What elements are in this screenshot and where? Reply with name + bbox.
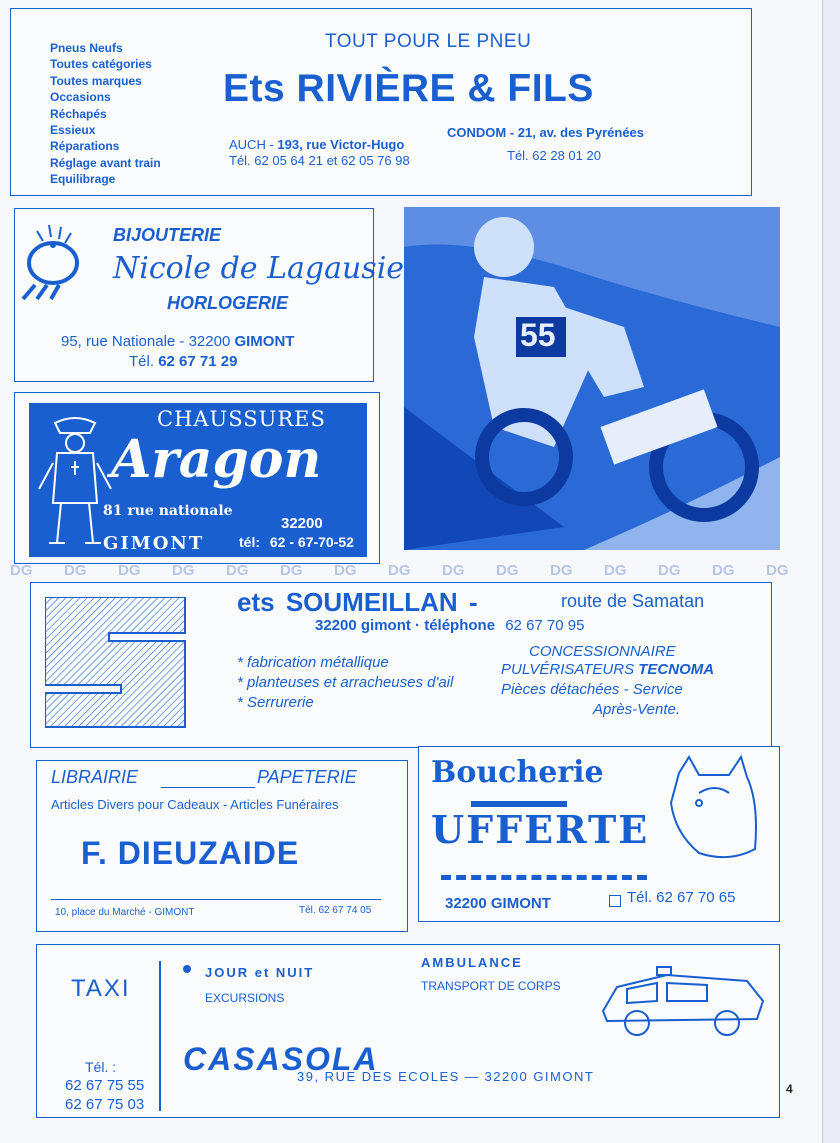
soumeillan-s-logo-icon	[45, 597, 195, 733]
dieuzaide-phone: Tél. 62 67 74 05	[299, 905, 372, 916]
riviere-name: Ets RIVIÈRE & FILS	[223, 67, 594, 110]
ad-boucherie-ufferte	[418, 746, 780, 922]
boucherie-phone: Tél. 62 67 70 65	[627, 889, 736, 906]
taxi-ambulance: AMBULANCE	[421, 955, 523, 970]
ad-taxi-casasola	[36, 944, 780, 1118]
rider-bib-number: 55	[520, 317, 556, 353]
watermark-text: DG	[442, 562, 465, 579]
lagausie-bijouterie: BIJOUTERIE	[113, 225, 222, 245]
jeweller-logo-icon	[17, 215, 107, 305]
boucherie-phone-icon	[609, 895, 621, 907]
bull-head-icon	[659, 753, 769, 869]
watermark-text: DG	[496, 562, 519, 579]
musketeer-icon	[35, 413, 115, 553]
taxi-name: CASASOLA	[183, 1041, 379, 1077]
dieuzaide-articles: Articles Divers pour Cadeaux - Articles Funéraires	[51, 797, 339, 812]
soumeillan-contact: 32200 gimont · téléphone 62 67 70 95	[315, 617, 585, 634]
soumeillan-products	[237, 653, 453, 713]
watermark-text: DG	[64, 562, 87, 579]
watermark-text: DG	[658, 562, 681, 579]
riviere-condom-address: CONDOM - 21, av. des Pyrénées	[447, 125, 645, 140]
watermark-text: DG	[334, 562, 357, 579]
watermark-text: DG	[226, 562, 249, 579]
taxi-transport: TRANSPORT DE CORPS	[421, 979, 561, 993]
service-item: Toutes catégories	[50, 57, 152, 72]
service-item: Toutes marques	[50, 73, 142, 88]
aragon-street: 81 rue nationale	[103, 503, 233, 519]
riviere-auch-address: AUCH - 193, rue Victor-Hugo	[229, 137, 405, 152]
dieuzaide-address: 10, place du Marché - GIMONT	[55, 907, 195, 918]
soumeillan-route: route de Samatan	[561, 591, 705, 611]
taxi-jour-nuit: JOUR et NUIT	[205, 965, 315, 980]
lagausie-address: 95, rue Nationale - 32200 GIMONT	[61, 333, 295, 350]
riviere-auch-phone: Tél. 62 05 64 21 et 62 05 76 98	[229, 153, 410, 168]
watermark-text: DG	[604, 562, 627, 579]
ambulance-car-icon	[597, 961, 767, 1041]
service-item: Pneus Neufs	[50, 41, 123, 55]
aragon-city: GIMONT	[103, 533, 205, 554]
riviere-condom-phone: Tél. 62 28 01 20	[507, 148, 601, 163]
boucherie-dash-rule	[441, 875, 647, 880]
taxi-tel-label: Tél. :	[85, 1059, 117, 1075]
ad-dieuzaide	[36, 760, 408, 932]
aragon-postcode: 32200	[281, 515, 323, 532]
product-item: * planteuses et arracheuses d'ail	[237, 674, 454, 691]
taxi-address: 39, RUE DES ECOLES — 32200 GIMONT	[297, 1069, 595, 1084]
watermark-text: DG	[388, 562, 411, 579]
riviere-tagline: TOUT POUR LE PNEU	[325, 31, 532, 52]
ad-soumeillan	[30, 582, 772, 748]
taxi-phone-2: 62 67 75 03	[65, 1096, 145, 1113]
soumeillan-pulverisateurs: PULVÉRISATEURS TECNOMA	[501, 661, 715, 678]
watermark-text: DG	[10, 562, 33, 579]
lagausie-name: Nicole de Lagausie	[113, 251, 405, 286]
dieuzaide-name: F. DIEUZAIDE	[81, 835, 300, 871]
taxi-phone-1: 62 67 75 55	[65, 1077, 145, 1094]
dieuzaide-title-rule	[161, 787, 255, 788]
motocross-rider-image	[404, 207, 780, 550]
aragon-name: Aragon	[111, 429, 322, 490]
taxi-bullet-icon	[183, 965, 191, 973]
ad-aragon	[14, 392, 380, 564]
boucherie-city: 32200 GIMONT	[445, 895, 551, 912]
motocross-photo	[404, 207, 780, 550]
soumeillan-name: ets SOUMEILLAN -	[237, 587, 478, 617]
watermark-text: DG	[766, 562, 789, 579]
ad-riviere-fils	[10, 8, 752, 196]
aragon-chaussures: CHAUSSURES	[157, 407, 326, 431]
service-item: Occasions	[50, 90, 111, 105]
taxi-label: TAXI	[71, 975, 131, 1002]
product-item: * fabrication métallique	[237, 654, 389, 671]
service-item: Réchapés	[50, 106, 107, 121]
watermark-text: DG	[712, 562, 735, 579]
watermark-text: DG	[550, 562, 573, 579]
page-number: 4	[786, 1082, 793, 1096]
boucherie-title: Boucherie	[431, 755, 604, 790]
ad-lagausie	[14, 208, 405, 382]
taxi-divider	[159, 961, 161, 1111]
lagausie-horlogerie: HORLOGERIE	[167, 293, 289, 313]
taxi-excursions: EXCURSIONS	[205, 991, 285, 1005]
dieuzaide-papeterie: PAPETERIE	[257, 767, 357, 787]
service-item: Essieux	[50, 123, 96, 138]
watermark-text: DG	[280, 562, 303, 579]
dieuzaide-footer-rule	[51, 899, 381, 900]
product-item: * Serrurerie	[237, 694, 314, 711]
soumeillan-apres-vente: Après-Vente.	[593, 701, 680, 718]
watermark-text: DG	[172, 562, 195, 579]
soumeillan-pieces: Pièces détachées - Service	[501, 681, 683, 698]
service-item: Equilibrage	[50, 172, 116, 187]
riviere-service-list	[50, 40, 161, 188]
watermark-text: DG	[118, 562, 141, 579]
dieuzaide-librairie: LIBRAIRIE	[51, 767, 139, 787]
soumeillan-concession: CONCESSIONNAIRE	[529, 643, 676, 660]
boucherie-name: UFFERTE	[431, 807, 650, 852]
service-item: Réparations	[50, 139, 120, 154]
service-item: Réglage avant train	[50, 155, 161, 170]
lagausie-phone: Tél. 62 67 71 29	[129, 353, 238, 370]
aragon-phone: tél: 62 - 67-70-52	[239, 534, 354, 550]
